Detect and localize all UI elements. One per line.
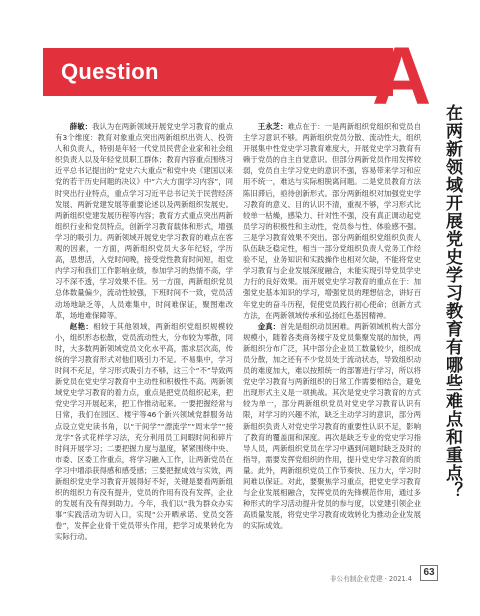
answer-text: 相较于其他领域，两新组织党组织规模较小，组织形态松散，党员流动性大，分布较为零散，同时，大多数两新领域党员文化水平高，需求层次高，传统的学习教育形式对他们吸引力不足。不易集中，学习时间不充足，学习形式吸引力不够，这三个“不”导致两新党员在党史学习教育中主动性和积极性不高。两新领域党史学习教育的着力点，重点是把党员组织起来，把党史学习开展起来，把工作推动起来。一要把握经常与日常，我们在园区、楼宇等46个新兴领域党群服务站点设立党史读书角，以“干间学”“漂流学”“周末学”“接龙学”各式花样学习法，充分利用员工间暇时间和碎片时间开展学习；二要把握力度与温度，紧紧围绕中央、市委、区委工作重点，将学习融入工作，让两新党员在学习中增添获得感和感受感；三要把握成效与实效，两新组织党史学习教育开展得好不好，关键是要看两新组织的组织力有没有提升，党员的作用有没有发挥，企业的发展有没有得到助力。今年，我们以“我为群众办实事”实践活动为切入口，实现“公开晒承诺、党员交答卷”，发挥企业骨干党员带头作用，把学习成果转化为实际行动。 — [55, 321, 233, 542]
answer-paragraph — [243, 321, 421, 532]
question-banner — [43, 48, 393, 96]
left-text-column — [55, 121, 233, 543]
speaker-name: 薛敏： — [69, 122, 93, 131]
speaker-name: 王永芝： — [257, 122, 288, 131]
answer-text: 首先是组织动员困难。两新领域机构大部分规模小，随着各类商务楼宇及党员集聚发展的加快，两新组织分布广泛，其中部分企业员工数量较少，组织成员分散，加之还有不少党员处于流动状态，导致组织动员的难度加大，难以按照统一的部署进行学习，所以将党史学习教育与两新组织的日常工作需要相结合，避免出现形式主义是一项挑战。其次是党史学习教育的方式较为单一，部分两新组织党员对党史学习教育认识有限，对学习的兴趣不浓，缺乏主动学习的意识，部分两新组织负责人对党史学习教育的重要性认识不足，影响了教育的覆盖面和深度。再次是缺乏专业的党史学习指导人员，两新组织党员在学习中遇到问题时缺乏及时的指导，需要发挥党组织的作用，提升党史学习教育的质量。此外，两新组织党员工作节奏快、压力大，学习时间难以保证。对此，要聚焦学习重点，把党史学习教育与企业发展相融合，发挥党员的先锋模范作用，通过多种形式的学习活动提升党员的参与度，以党建引领企业高质量发展，将党史学习教育成效转化为推动企业发展的实际成效。 — [243, 321, 421, 531]
question-label: Question — [61, 59, 159, 84]
answer-paragraph — [55, 121, 233, 321]
article-title: 在两新领域开展党史学习教育有哪些难点和重点？ — [442, 104, 462, 500]
answer-letter-logo: A — [372, 31, 432, 122]
answer-text: 难点在于：一是两新组织党组织和党员自主学习意识不够。两新组织党员分散、流动性大，组织开展集中性党史学习教育难度大，开展党史学习教育有赖于党员的自主自觉意识。但部分两新党员作用发挥较弱，党员自主学习党史的意识不强，容易带来学习和应用不统一，难达与实际相脱离问题。二是党员教育方法陈旧滞后，亟待创新形式。部分两新组织对加强党史学习教育的意义、目的认识不清，重视不够，学习形式比较单一枯燥，感染力、针对性不强，没有真正调动起党员学习的积极性和主动性，党员参与性、体验感不强。三是学习教育效果不突出。部分两新组织党组织负责人队伍缺乏稳定性，相当一部分党组织负责人党务工作经验不足，业务知识和实践操作也相对欠缺，不能将党史学习教育与企业发展深度融合，未能实现引导党员学史力行的良好效果。而开展党史学习教育的重点在于：加强党史基本知识的学习，增强党员的理想信念，讲好百年党史的奋斗历程，促使党员践行初心使命；创新方式方法，在两新领域传承和弘扬红色基因精神。 — [243, 122, 421, 320]
publication-footer: 非公有制企业党建 · 2021.4 — [329, 575, 412, 583]
speaker-name: 金真： — [257, 321, 281, 331]
speaker-name: 赵艳： — [69, 321, 94, 331]
right-text-column — [243, 121, 421, 531]
answer-paragraph — [55, 321, 233, 543]
answer-paragraph — [243, 121, 421, 321]
page-number: 63 — [420, 565, 438, 581]
answer-text: 我认为在两新领域开展党史学习教育的重点有3个维度：教育对象重点突出两新组织出资人、投资人和负责人，特别是年轻一代党员民营企业家和社会组织负责人以及年轻党员职工群体；教育内容重点围绕习近平总书记提出的“党史六大重点”和党中央《建国以来党的若干历史问题的决议》中“六大方面学习内容”，同时突出行业特点，重点学习习近平总书记关于民营经济发展、两新党建发展等重要论述以及两新组织发展史。两新组织党建发展历程等内容；教育方式重点突出两新组织行业和党员特点，创新学习教育载体和形式，增强学习的吸引力。两新领域开展党史学习教育的难点在客观的因素，一方面，两新组织党员大多年纪轻，学历高，思想活，入党时间晚，接受党性教育时间短，组党内学习和我们工作影响业绩，参加学习的热情不高，学习不深不透，学习效果不佳。另一方面，两新组织党员总体数量偏少，流动性较强，下班时间不一致，党员活动场地缺乏等，人员难集中，时间难保证，聚图难改革，场地难保障等。 — [55, 122, 233, 320]
